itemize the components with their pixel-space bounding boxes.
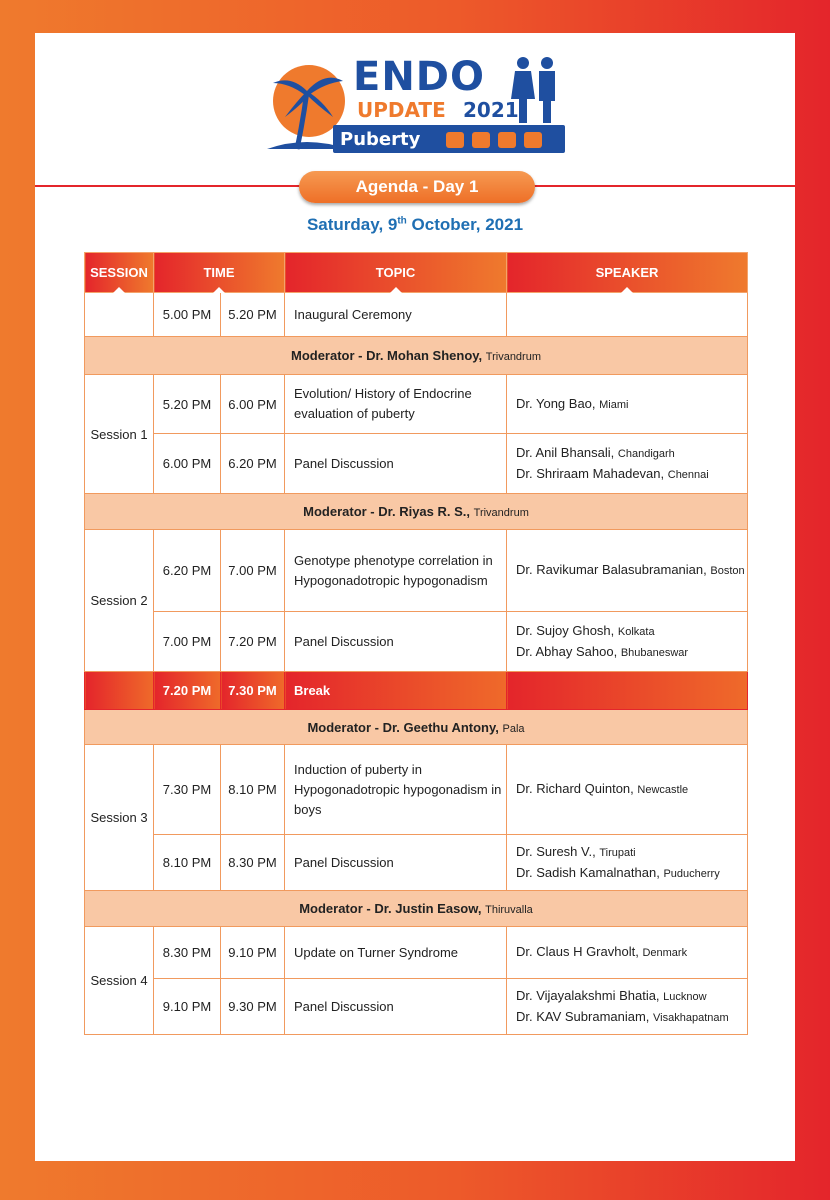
table-row: [85, 530, 748, 612]
speaker: Dr. Sujoy Ghosh, Kolkata Dr. Abhay Sahoo, Bhubaneswar: [507, 612, 748, 672]
logo-puberty-bar: [333, 125, 565, 153]
start-time: 9.10 PM: [154, 979, 221, 1035]
topic: Panel Discussion: [285, 979, 507, 1035]
col-header-session: SESSION: [85, 253, 154, 293]
topic: Inaugural Ceremony: [285, 293, 507, 337]
session-label: Session 3: [85, 745, 154, 891]
topic: Panel Discussion: [285, 835, 507, 891]
boy-girl-figures-icon: [503, 55, 567, 125]
topic: Induction of puberty in Hypogonadotropic hypogonadism in boys: [285, 745, 507, 835]
start-time: 5.00 PM: [154, 293, 221, 337]
topic: Panel Discussion: [285, 612, 507, 672]
table-row: [85, 375, 748, 434]
end-time: 7.00 PM: [221, 530, 285, 612]
break-row: [85, 672, 748, 710]
agenda-day-title: Agenda - Day 1: [299, 171, 535, 203]
speaker: Dr. Claus H Gravholt, Denmark: [507, 927, 748, 979]
session-label: Session 1: [85, 375, 154, 494]
end-time: 7.30 PM: [221, 672, 285, 710]
organ-icons: [446, 132, 542, 148]
table-row: [85, 612, 748, 672]
speaker: Dr. Suresh V., Tirupati Dr. Sadish Kamalnathan, Puducherry: [507, 835, 748, 891]
logo-update-text: UPDATE: [357, 98, 446, 122]
moderator-row: Moderator - Dr. Geethu Antony, Pala: [85, 710, 748, 745]
end-time: 9.30 PM: [221, 979, 285, 1035]
speaker: Dr. Vijayalakshmi Bhatia, Lucknow Dr. KAV Subramaniam, Visakhapatnam: [507, 979, 748, 1035]
end-time: 9.10 PM: [221, 927, 285, 979]
end-time: 8.10 PM: [221, 745, 285, 835]
moderator-row: Moderator - Dr. Justin Easow, Thiruvalla: [85, 891, 748, 927]
start-time: 6.00 PM: [154, 434, 221, 494]
start-time: 7.20 PM: [154, 672, 221, 710]
start-time: 8.30 PM: [154, 927, 221, 979]
uterus-icon: [524, 132, 542, 148]
end-time: 7.20 PM: [221, 612, 285, 672]
endo-update-logo: [267, 53, 567, 159]
table-header-row: [85, 253, 748, 293]
speaker: Dr. Yong Bao, Miami: [507, 375, 748, 434]
topic: Panel Discussion: [285, 434, 507, 494]
col-header-topic: TOPIC: [285, 253, 507, 293]
start-time: 6.20 PM: [154, 530, 221, 612]
end-time: 8.30 PM: [221, 835, 285, 891]
start-time: 7.00 PM: [154, 612, 221, 672]
agenda-card: [35, 33, 795, 1161]
end-time: 5.20 PM: [221, 293, 285, 337]
table-row: [85, 835, 748, 891]
table-row: [85, 745, 748, 835]
speaker: Dr. Richard Quinton, Newcastle: [507, 745, 748, 835]
logo-endo-text: ENDO: [353, 54, 486, 100]
logo-puberty-text: Puberty: [340, 129, 421, 150]
start-time: 7.30 PM: [154, 745, 221, 835]
moderator-row: Moderator - Dr. Riyas R. S., Trivandrum: [85, 494, 748, 530]
speaker: Dr. Anil Bhansali, Chandigarh Dr. Shriraam Mahadevan, Chennai: [507, 434, 748, 494]
start-time: 8.10 PM: [154, 835, 221, 891]
col-header-speaker: SPEAKER: [507, 253, 748, 293]
end-time: 6.20 PM: [221, 434, 285, 494]
table-row: [85, 434, 748, 494]
break-label: Break: [285, 672, 507, 710]
testis-icon: [498, 132, 516, 148]
session-label: Session 4: [85, 927, 154, 1035]
table-row: [85, 293, 748, 337]
moderator-row: Moderator - Dr. Mohan Shenoy, Trivandrum: [85, 337, 748, 375]
session-label: Session 2: [85, 530, 154, 672]
logo-year-text: 2021: [463, 98, 519, 122]
agenda-table: [84, 252, 748, 1035]
event-date: Saturday, 9th October, 2021: [306, 215, 524, 234]
thyroid-icon: [446, 132, 464, 148]
topic: Update on Turner Syndrome: [285, 927, 507, 979]
end-time: 6.00 PM: [221, 375, 285, 434]
topic: Evolution/ History of Endocrine evaluation of puberty: [285, 375, 507, 434]
col-header-time: TIME: [154, 253, 285, 293]
table-row: [85, 979, 748, 1035]
topic: Genotype phenotype correlation in Hypogonadotropic hypogonadism: [285, 530, 507, 612]
speaker: Dr. Ravikumar Balasubramanian, Boston: [507, 530, 748, 612]
start-time: 5.20 PM: [154, 375, 221, 434]
gland-icon: [472, 132, 490, 148]
table-row: [85, 927, 748, 979]
